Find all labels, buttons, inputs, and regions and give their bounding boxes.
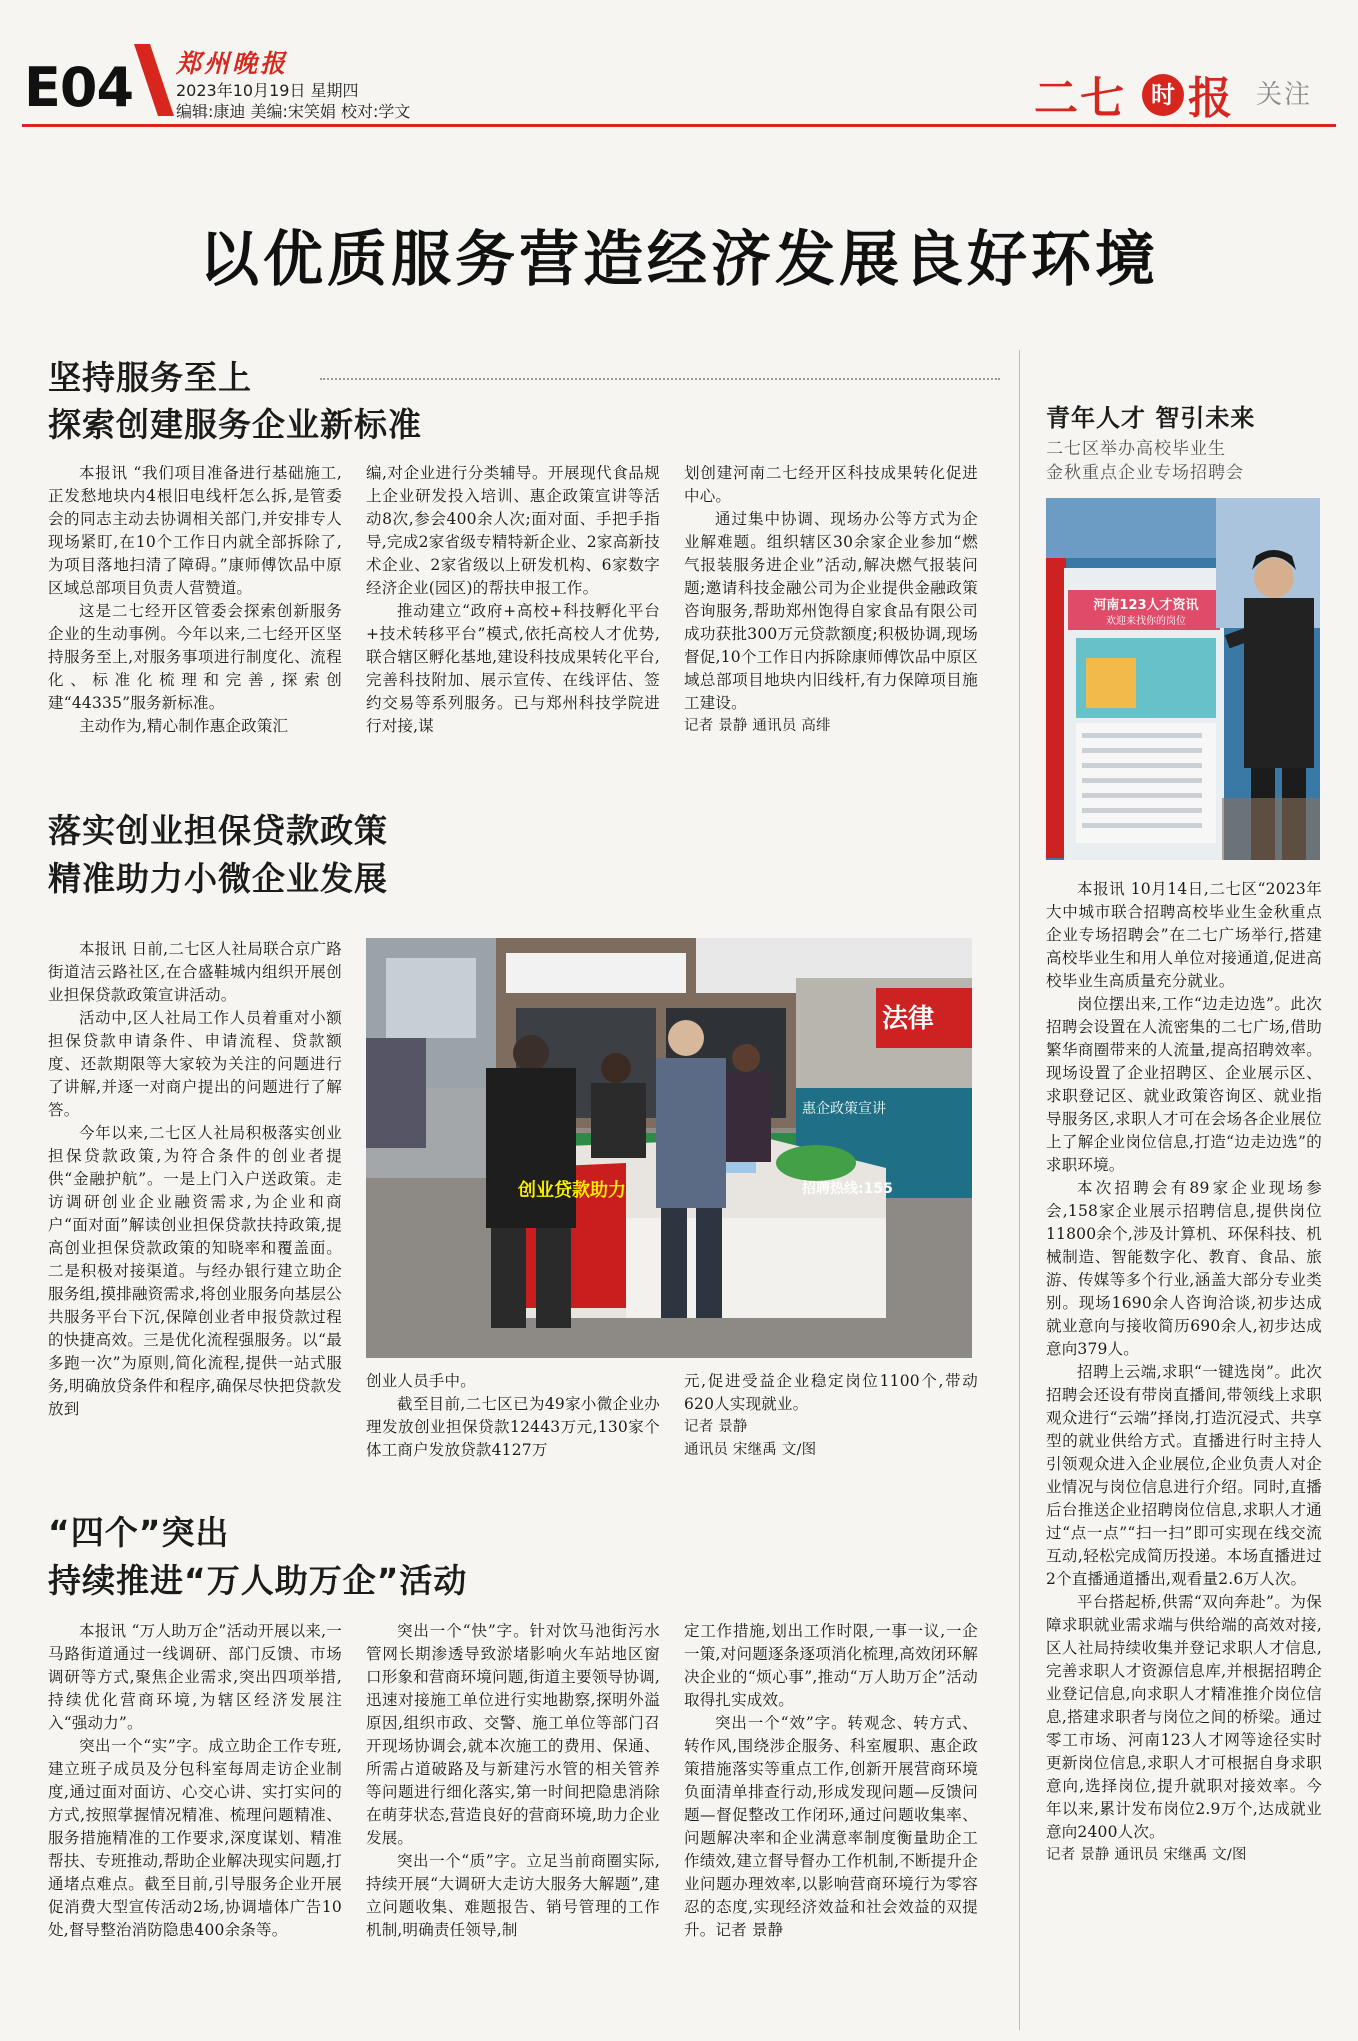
paragraph: 突出一个“快”字。针对饮马池街污水管网长期渗透导致淤堵影响火车站地区窗口形象和营商环境问题,街道主要领导协调,迅速对接施工单位进行实地勘察,探明外溢原因,组织市政、交警、施工单位等部门召开现场协调会,就本次施工的费用、保通、所需占道破路及与新建污水管的相关管养等问题进行细化落实,第一时间把隐患消除在萌芽状态,营造良好的营商环境,助力企业发展。 bbox=[366, 1622, 660, 1847]
brand-text-left: 二七 bbox=[1034, 73, 1126, 124]
sidebar-subtitle-line1: 二七区举办高校毕业生 bbox=[1046, 439, 1226, 459]
article2-col3 bbox=[684, 1370, 978, 1462]
sidebar-body bbox=[1046, 878, 1322, 1867]
editor-credits: 编辑:康迪 美编:宋笑娟 校对:学文 bbox=[176, 102, 411, 121]
paragraph: 通过集中协调、现场办公等方式为企业解难题。组织辖区30余家企业参加“燃气报装服务进企业”活动,解决燃气报装问题;邀请科技金融公司为企业提供金融政策咨询服务,帮助郑州饱得自家食品有限公司成功获批300万元贷款额度;积极协调,现场督促,10个工作日内拆除康师傅饮品中原区域总部项目地块内旧线杆,有力保障项目施工建设。 bbox=[684, 510, 978, 712]
photo-board-text: 惠企政策宣讲 bbox=[802, 1101, 886, 1117]
paragraph: 元,促进受益企业稳定岗位1100个,带动620人实现就业。 bbox=[684, 1372, 978, 1413]
photo-sign-law: 法律 bbox=[882, 1004, 935, 1034]
article1-title-rule bbox=[320, 378, 1000, 380]
paragraph: 推动建立“政府+高校+科技孵化平台+技术转移平台”模式,依托高校人才优势,联合辖区孵化基地,建设科技成果转化平台,完善科技附加、展示宣传、在线评估、签约交易等系列服务。已与郑州科技学院进行对接,谋 bbox=[366, 602, 660, 735]
article2-col2 bbox=[366, 1370, 660, 1462]
brand-badge: 时 bbox=[1142, 74, 1184, 116]
paragraph: 活动中,区人社局工作人员着重对小额担保贷款申请条件、申请流程、贷款额度、还款期限等大家较为关注的问题进行了讲解,并逐一对商户提出的问题进行了解答。 bbox=[48, 1009, 342, 1119]
article3-col3 bbox=[684, 1620, 978, 1942]
paragraph: 本报讯 日前,二七区人社局联合京广路街道洁云路社区,在合盛鞋城内组织开展创业担保贷款政策宣讲活动。 bbox=[48, 940, 342, 1004]
paragraph: 突出一个“实”字。成立助企工作专班,建立班子成员及分包科室每周走访企业制度,通过面对面访、心交心讲、实打实问的方式,按照掌握情况精准、梳理问题精准、服务措施精准的工作要求,深度谋划、精准帮扶、专班推动,帮助企业解决现实问题,打通堵点难点。截至目前,引导服务企业开展促消费大型宣传活动2场,协调墙体广告10处,督导整治消防隐患400余条等。 bbox=[48, 1737, 342, 1939]
article2-photo bbox=[366, 938, 972, 1358]
paragraph: 突出一个“效”字。转观念、转方式、转作风,围绕涉企服务、科室履职、惠企政策措施落实等重点工作,创新开展营商环境负面清单排查行动,形成发现问题—反馈问题—督促整改工作闭环,通过问题收集率、问题解决率和企业满意率制度衡量助企工作绩效,建立督导督办工作机制,不断提升企业问题办理效率,以影响营商环境行为零容忍的态度,实现经济效益和社会效益的双提升。记者 景静 bbox=[684, 1714, 978, 1939]
article1-title-line1: 坚持服务至上 bbox=[48, 358, 252, 397]
byline: 记者 景静 通讯员 宋继禹 文/图 bbox=[1046, 1847, 1247, 1863]
brand-block bbox=[1034, 58, 1334, 124]
job-fair-illustration bbox=[1046, 498, 1320, 860]
article3-col2 bbox=[366, 1620, 660, 1942]
byline: 记者 景静 通讯员 高绯 bbox=[684, 718, 831, 734]
sidebar-photo bbox=[1046, 498, 1320, 860]
red-slash-mark bbox=[128, 42, 178, 120]
article1-col2 bbox=[366, 462, 660, 738]
paragraph: 编,对企业进行分类辅导。开展现代食品规上企业研发投入培训、惠企政策宣讲等活动8次,参会400余人次;面对面、手把手指导,完成2家省级专精特新企业、2家高新技术企业、2家省级以上研发机构、6家数字经济企业(园区)的帮扶申报工作。 bbox=[366, 464, 660, 597]
paragraph: 定工作措施,划出工作时限,一事一议,一企一策,对问题逐条逐项消化梳理,高效闭环解决企业的“烦心事”,推动“万人助万企”活动取得扎实成效。 bbox=[684, 1622, 978, 1709]
paragraph: 平台搭起桥,供需“双向奔赴”。为保障求职就业需求端与供给端的高效对接,区人社局持续收集并登记求职人才信息,完善求职人才资源信息库,并根据招聘企业登记信息,向求职人才精准推介岗位信息,搭建求职者与岗位之间的桥梁。通过零工市场、河南123人才网等途径实时更新岗位信息,求职人才可根据自身求职意向,选择岗位,提升就职对接效率。今年以来,累计发布岗位2.9万个,达成就业意向2400人次。 bbox=[1046, 1593, 1322, 1841]
article1-title-line2: 探索创建服务企业新标准 bbox=[48, 405, 422, 444]
article2-title-line2: 精准助力小微企业发展 bbox=[48, 859, 388, 898]
article1-col1 bbox=[48, 462, 342, 738]
article1-col3 bbox=[684, 462, 978, 738]
sidebar-title: 青年人才 智引未来 bbox=[1046, 404, 1256, 432]
paragraph: 突出一个“质”字。立足当前商圈实际,持续开展“大调研大走访大服务大解题”,建立问题收集、难题报告、销号管理的工作机制,明确责任领导,制 bbox=[366, 1852, 660, 1939]
paragraph: 本报讯 “万人助万企”活动开展以来,一马路街道通过一线调研、部门反馈、市场调研等方式,聚焦企业需求,突出四项举措,持续优化营商环境,为辖区经济发展注入“强动力”。 bbox=[48, 1622, 342, 1732]
photo-banner-text: 创业贷款助力 bbox=[518, 1180, 626, 1201]
page-number: E04 bbox=[24, 56, 134, 119]
paragraph: 划创建河南二七经开区科技成果转化促进中心。 bbox=[684, 464, 978, 505]
paragraph: 本次招聘会有89家企业现场参会,158家企业展示招聘信息,提供岗位11800余个,涉及计算机、环保科技、机械制造、智能数字化、教育、食品、旅游、传媒等多个行业,涵盖大部分专业类别。现场1690余人咨询洽谈,初步达成就业意向与接收简历690余人,初步达成意向379人。 bbox=[1046, 1179, 1322, 1358]
photo-poster-banner: 河南123人才资讯 bbox=[1093, 598, 1199, 613]
paragraph: 今年以来,二七区人社局积极落实创业担保贷款政策,为符合条件的创业者提供“金融护航”。一是上门入户送政策。走访调研创业企业融资需求,为企业和商户“面对面”解读创业担保贷款扶持政策,提高创业担保贷款政策的知晓率和覆盖面。二是积极对接渠道。与经办银行建立助企服务组,摸排融资需求,将创业服务向基层公共服务平台下沉,保障创业者申报贷款过程的快捷高效。三是优化流程强服务。以“最多跑一次”为原则,简化流程,提供一站式服务,明确放贷条件和程序,确保尽快把贷款发放到 bbox=[48, 1124, 342, 1418]
section-label: 关注 bbox=[1256, 80, 1313, 110]
article2-title-line1: 落实创业担保贷款政策 bbox=[48, 811, 388, 850]
brand-text-right: 报 bbox=[1188, 73, 1232, 124]
article3-col1 bbox=[48, 1620, 342, 1942]
article2-col1 bbox=[48, 938, 342, 1421]
photo-hotline-text: 招聘热线:155 bbox=[802, 1181, 893, 1197]
sidebar-subtitle-line2: 金秋重点企业专场招聘会 bbox=[1046, 463, 1244, 483]
paragraph: 本报讯 10月14日,二七区“2023年大中城市联合招聘高校毕业生金秋重点企业专场招聘会”在二七广场举行,搭建高校毕业生和用人单位对接通道,促进高校毕业生高质量充分就业。 bbox=[1046, 880, 1322, 990]
paragraph: 截至目前,二七区已为49家小微企业办理发放创业担保贷款12443万元,130家个体工商户发放贷款4127万 bbox=[366, 1395, 660, 1459]
issue-date: 2023年10月19日 星期四 bbox=[176, 81, 359, 100]
paragraph: 这是二七经开区管委会探索创新服务企业的生动事例。今年以来,二七经开区坚持服务至上,对服务事项进行制度化、流程化、标准化梳理和完善,探索创建“44335”服务新标准。 bbox=[48, 602, 342, 712]
byline: 记者 景静 bbox=[684, 1419, 748, 1435]
paragraph: 创业人员手中。 bbox=[366, 1372, 476, 1390]
main-headline: 以优质服务营造经济发展良好环境 bbox=[199, 225, 1159, 295]
masthead-logo: 郑州晚报 bbox=[176, 49, 289, 78]
sidebar-divider bbox=[1019, 350, 1020, 2030]
byline: 通讯员 宋继禹 文/图 bbox=[684, 1442, 817, 1458]
paragraph: 本报讯 “我们项目准备进行基础施工,正发愁地块内4根旧电线杆怎么拆,是管委会的同志主动去协调相关部门,并安排专人现场紧盯,在10个工作日内就全部拆除了,为项目落地扫清了障碍。”康师傅饮品中原区域总部项目负责人营赞道。 bbox=[48, 464, 342, 597]
paragraph: 招聘上云端,求职“一键选岗”。此次招聘会还设有带岗直播间,带领线上求职观众进行“云端”择岗,打造沉浸式、共享型的就业供给方式。直播进行时主持人引领观众进入企业展位,企业负责人对企业情况与岗位信息进行介绍。同时,直播后台推送企业招聘岗位信息,求职人才通过“点一点”“扫一扫”即可实现在线交流互动,轻松完成简历投递。本场直播进过2个直播通道播出,观看量2.6万人次。 bbox=[1046, 1363, 1322, 1588]
photo-poster-tagline: 欢迎来找你的岗位 bbox=[1106, 616, 1186, 627]
paragraph: 岗位摆出来,工作“边走边选”。此次招聘会设置在人流密集的二七广场,借助繁华商圈带来的人流量,提高招聘效率。现场设置了企业招聘区、企业展示区、求职登记区、就业政策咨询区、就业指导服务区,求职人才可在会场各企业展位上了解企业岗位信息,打造“边走边选”的求职环境。 bbox=[1046, 995, 1322, 1174]
paragraph: 主动作为,精心制作惠企政策汇 bbox=[79, 717, 289, 735]
page-header bbox=[0, 0, 1358, 130]
article3-title-line1: “四个”突出 bbox=[48, 1513, 230, 1552]
article3-title-line2: 持续推进“万人助万企”活动 bbox=[48, 1561, 468, 1600]
header-rule bbox=[22, 124, 1336, 127]
